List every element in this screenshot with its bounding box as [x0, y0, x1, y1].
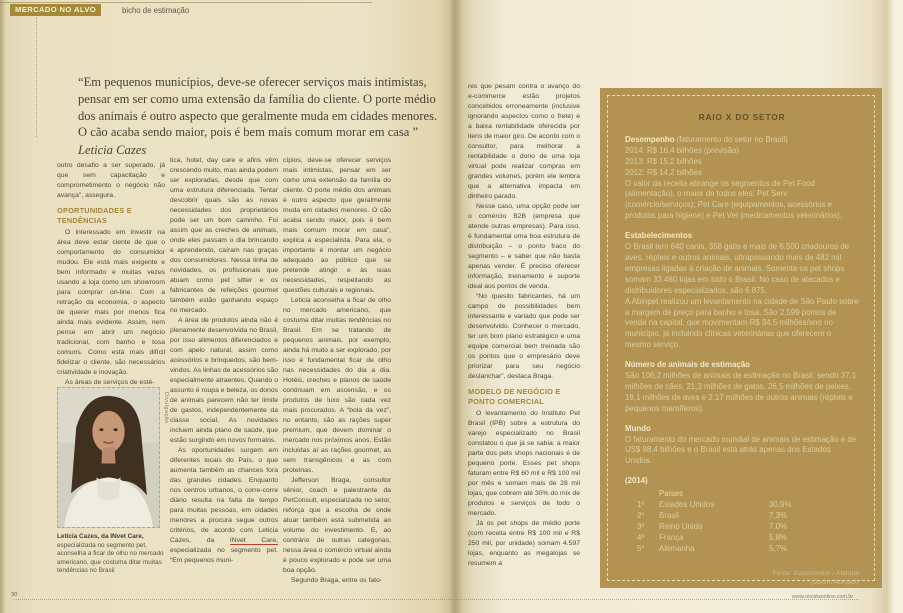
page-number: 30 [11, 592, 18, 598]
paragraph: tica, hotel, day care e afins vêm crescendo muito, mas ainda podem ser exploradas, desde que com uma estrutura diferenciada. Tentar descobrir quais são as novas necessidades dos proprietários pode ser um bom caminho. Foi assim que as creches de animais, onde eles passam o dia brincando e aprendendo, caíram nas graças dos consumidores. Nessa linha de novidades, os profissionais que atuam como pet sitter e os fabricantes de refeições gourmet também estão ganhando espaço no mercado. [170, 157, 278, 314]
stat-line: 2012: R$ 14,2 bilhões [625, 167, 702, 177]
article-column-4 [468, 82, 580, 592]
section-heading: Número de animais de estimação [625, 360, 750, 370]
sidebar-section-establishments [625, 231, 859, 351]
rank-cell: 3º [637, 521, 645, 531]
photo-caption-text: especializada no segmento pet, aconselha a ficar de olho no mercado americano, que costuma ditar muitas tendências no Brasil [57, 541, 164, 575]
paragraph: Nesse caso, uma opção pode ser o comércio B2B (empresa que atende outras empresas). Para isso, é fundamental uma boa estrutura de distribuição – o ponto fraco do segmento – e saber que não basta apenas vender. É preciso oferecer informação, treinamento e suporte ideal aos pontos de venda. [468, 203, 580, 290]
paragraph: cípios, deve-se oferecer serviços mais intimistas, pensar em ser como uma extensão da família do cliente. O porte médio dos animais é outro aspecto que geralmente muda em cidades menores. O cão acaba sendo maior, pois é bem mais comum morar em casa”, explica a especialista. Para ela, o importante é montar um negócio adequado ao público que se pretende atingir e às suas necessidades, respeitando as questões culturais e regionais. [283, 157, 391, 294]
table-row [625, 500, 859, 511]
pull-quote-text: “Em pequenos municípios, deve-se oferecer serviços mais intimistas, pensar em ser como uma extensão da família do cliente. O porte médio dos animais é outro aspecto que geralmente muda em cidades menores. O cão acaba sendo maior, pois é bem mais comum morar em casa ” [78, 75, 438, 140]
paragraph: Segundo Braga, entre os fato- [291, 577, 383, 584]
photo-caption [57, 533, 167, 576]
rank-cell: 5º [637, 543, 645, 553]
pull-quote-author: Leticia Cazes [78, 143, 147, 158]
section-heading: Desempenho [625, 134, 675, 144]
section-subtitle: (faturamento do setor no Brasil) [674, 134, 788, 144]
table-year: (2014) [625, 476, 648, 486]
article-column-2 [170, 156, 278, 592]
rank-cell: 1º [637, 500, 645, 510]
section-heading: Estabelecimentos [625, 231, 693, 241]
paragraph: A área de produtos ainda não é plenamente desenvolvida no Brasil, por isso alimentos diferenciados e com apelo natural, assim como acessórios e brinquedos, são bem-vindos. As linhas de acessórios são especialmente atraentes. Quando o assunto é roupa e beleza, os donos de animais parecem não ter limite de gastos, independentemente da classe social. As novidades incluem ainda plano de saúde, que estão surgindo em novos formatos. [170, 317, 278, 444]
portrait-photo [57, 387, 160, 528]
section-topic: bicho de estimação [122, 6, 190, 15]
section-body: O faturamento do mercado mundial de animais de estimação é de US$ 98,4 bilhões e o Brasil está atrás apenas dos Estados Unidos. [625, 434, 857, 466]
paragraph: Jefferson Braga, consultor sênior, coach e palestrante da PetConsult, especializada no setor, reforça que a escolha de onde atuar também está submetida ao volume do investimento. E, ao contrário de outras categorias, nessa área o comércio virtual ainda é pouco explorado e pode ser uma boa opção. [283, 477, 391, 574]
table-row [625, 544, 859, 555]
stat-line: 2014: R$ 16,4 bilhões (previsão) [625, 145, 740, 155]
paragraph: “No quesito fabricantes, há um campo de possibilidades bem interessante e variado que pode ser desenvolvido. Conhecer o mercado, ter um bom plano estratégico e uma equipe comercial bem treinada são os pontos que o empresário deve priorizar para seu negócio deslanchar”, destaca Braga. [468, 293, 580, 380]
paragraph: Já os pet shops de médio porte (com receita entre R$ 100 mil e R$ 250 mil, por unidade) somam 4.597 lojas, enquanto as megalojas se resumem a [468, 520, 580, 568]
sector-xray-content [625, 108, 859, 586]
world-share-table [625, 476, 859, 554]
rank-cell: 2º [637, 511, 645, 520]
section-heading: Mundo [625, 423, 651, 433]
share-cell: 5,8% [769, 532, 787, 542]
paragraph-text: As oportunidades surgem em diferentes locais do País, o que aumenta também as chances fora das grandes cidades. Enquanto nos centros urbanos, o corre-corre diário resulta na falta de tempo para muitas pessoas, em cidades menores a procura segue outros critérios, de acordo com Leticia Cazes, da [170, 447, 278, 544]
table-row [625, 511, 859, 522]
section-body: São 106,2 milhões de animais de estimação no Brasil, sendo 37,1 milhões de cães, 21,3 milhões de gatos, 26,5 milhões de peixes, 19,1 milhões de aves e 2,17 milhões de outros animais (répteis e pequenos mamíferos). [625, 371, 857, 413]
header-rule [0, 2, 372, 3]
section-body: A Abinpet realizou um levantamento na cidade de São Paulo sobre a margem de preço para banho e tosa. São 2.599 pontos de venda na capital, que movimentam R$ 34,5 milhões/ano no município, já incluindo clínicas veterinárias que oferecem o mesmo serviço. [625, 296, 859, 350]
article-column-3 [283, 156, 391, 592]
paragraph: outro desafio a ser superado, já que sem capacitação e comprometimento o negócio não avança", assegura. [57, 162, 165, 199]
country-cell: Alemanha [659, 543, 695, 553]
country-cell: França [659, 532, 684, 542]
article-subheading: OPORTUNIDADES E TENDÊNCIAS [57, 206, 132, 225]
share-cell: 30,9% [769, 500, 792, 510]
table-row [625, 522, 859, 533]
sidebar-section-performance [625, 135, 859, 222]
paragraph: Leticia aconselha a ficar de olho no mercado americano, que costuma ditar muitas tendências no Brasil. Em se tratando de pequenos animais, por exemplo, ainda há muito a ser explorado, por isso é fundamental ficar de olho nas necessidades do dia a dia. Hotéis, creches e planos de saúde continuam em ascensão, e os produtos de luxo são cada vez mais procurados. A “bola da vez”, no entanto, são as rações super premium, que devem dominar o mercado nos próximos anos. Estão incluídas aí as rações gourmet, as sem transgênicos e as com proteínas. [283, 297, 391, 474]
table-column-header: Países [659, 489, 684, 499]
section-body: O valor da receita abrange os segmentos de Pet Food (alimentação), o maior de todos eles; Pet Serv (comércio/serviços); Pet Care (equipamentos, acessórios e produtos para higiene) e Pet Vet (medicamentos veterinários). [625, 178, 843, 221]
source-line: Fonte: Euromonitor / Abinpet [772, 569, 859, 577]
paragraph: As áreas de serviços de esté- [65, 379, 155, 387]
paragraph: res que pesam contra o avanço do e-commerce estão projetos concebidos erroneamente (inclusive ignorando aspectos como o frete) e a baixa rentabilidade oferecida por itens de maior giro. De acordo com o consultor, para melhorar a rentabilidade o dono de uma loja virtual pode realizar compras em grandes volumes, porém ele lembra que a alternativa impacta em dinheiro parado. [468, 83, 580, 200]
page-gutter-shadow [449, 0, 463, 613]
sidebar-section-pets [625, 360, 859, 415]
article-column-1 [57, 161, 165, 387]
source-line: (Junho Abinpet) [811, 578, 859, 586]
sidebar-title: RAIO X DO SETOR [698, 112, 786, 122]
footer-dotted-rule [14, 599, 859, 600]
country-cell: Estados Unidos [659, 500, 715, 510]
performance-stats [625, 146, 859, 179]
sidebar-section-world [625, 424, 859, 468]
magazine-website: www.revistaonline.com.br [792, 594, 854, 600]
paragraph-text: especializada no segmento pet. “Em pequenos muni- [170, 547, 278, 564]
sector-xray-box [600, 88, 882, 588]
pull-quote [78, 74, 438, 159]
portrait-photo-art [58, 388, 159, 527]
section-body: O Brasil tem 640 canis, 358 gatis e mais de 6.500 criadouros de aves, répteis e outros animais, ultrapassando mais de 482 mil empresas ligadas à criação de animais. Somente os pet shops somam 33.480 lojas em todo o Brasil. No caso de atacados e distribuidores especializados, são 6.875. [625, 242, 850, 295]
stat-line: 2013: R$ 15,2 bilhões [625, 156, 702, 166]
share-cell: 5,7% [769, 543, 787, 553]
rank-cell: 4º [637, 532, 645, 542]
country-cell: Reino Unido [659, 521, 703, 531]
photo-caption-name: Leticia Cazes, da INvet Care, [57, 533, 144, 540]
article-subheading: MODELO DE NEGÓCIO E PONTO COMERCIAL [468, 387, 561, 406]
country-cell: Brasil [659, 511, 679, 520]
table-source [625, 569, 859, 587]
paragraph [170, 446, 278, 566]
photo-credit: Divulgação [163, 392, 169, 424]
brand-underlined: INvet Care, [229, 537, 279, 544]
share-cell: 7,3% [769, 511, 787, 520]
section-tag: MERCADO NO ALVO [10, 4, 101, 16]
table-row [625, 533, 859, 544]
paragraph: O interessado em investir na área deve estar ciente de que o comportamento do consumidor mudou. Ele está mais exigente e bem informado e muitas vezes usando a loja como um showroom para comprar on-line. Com a retração da economia, o aspecto de querer mais por menos fica ainda mais evidente. Assim, nem pense em abrir um negócio tradicional, com banho e tosa comuns. Como está mais difícil fidelizar o cliente, são necessários criatividade e inovação. [57, 229, 165, 377]
share-cell: 7,0% [769, 521, 787, 531]
margin-dotted-rule [36, 17, 37, 137]
paragraph: O levantamento do Instituto Pet Brasil (IPB) sobre a estrutura do varejo especializado no Brasil constatou o que já se sabia: a maior parte dos pets shops nacionais é de pequeno porte. Esses pet shops faturam entre R$ 60 mil e R$ 100 mil por mês e somam mais de 28 mil lojas, que cobrem até 30% do mix de produtos e serviços de todo o mercado. [468, 410, 580, 518]
